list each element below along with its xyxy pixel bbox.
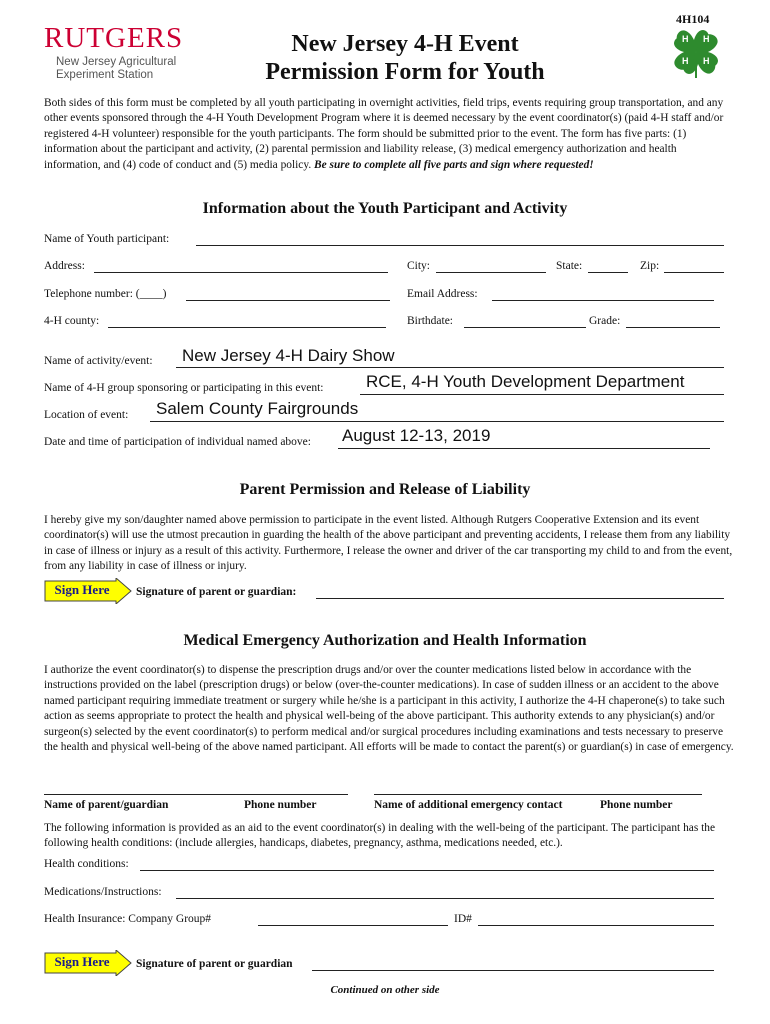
parent-name-phone-field[interactable]	[44, 794, 348, 795]
city-label: City:	[407, 260, 431, 272]
medications-label: Medications/Instructions:	[44, 886, 162, 898]
logo-subtitle-line1: New Jersey Agricultural	[56, 56, 177, 68]
location-field-line	[150, 421, 724, 422]
date-label: Date and time of participation of individual named above:	[44, 436, 311, 448]
section-heading-medical: Medical Emergency Authorization and Health Information	[183, 632, 587, 649]
telephone-field[interactable]	[186, 300, 390, 301]
birthdate-field[interactable]	[464, 327, 586, 328]
parent-signature-field-2[interactable]	[312, 970, 714, 971]
intro-text: Both sides of this form must be completed by all youth participating in overnight activities, field trips, events requiring group transportation, and any other events sponsored through the 4-H Youth Development Program where it is deemed necessary by the event coordinator(s) (paid 4-H staff and/or registered 4-H volunteer) responsible for the youth participants. The form should be submitted prior to the event. The form has five parts: (1) information about the participant and activity, (2) parental permission and liability release, (3) medical emergency authorization and health information, and (4) code of conduct and (5) media policy.	[44, 97, 724, 171]
form-title-line1: New Jersey 4-H Event	[291, 31, 519, 57]
grade-label: Grade:	[589, 315, 621, 327]
date-field-line	[338, 448, 710, 449]
sign-here-label-1: Sign Here	[54, 582, 110, 597]
activity-label: Name of activity/event:	[44, 355, 153, 367]
activity-field[interactable]: New Jersey 4-H Dairy Show	[182, 346, 395, 365]
intro-emphasis: Be sure to complete all five parts and sign where requested!	[314, 158, 594, 171]
rutgers-logo: RUTGERS	[44, 22, 184, 54]
sign-here-label-2: Sign Here	[54, 954, 110, 969]
four-leaf-clover-icon	[668, 26, 724, 85]
form-title-line2: Permission Form for Youth	[265, 59, 545, 85]
state-field[interactable]	[588, 272, 628, 273]
health-conditions-field[interactable]	[140, 870, 714, 871]
insurance-id-field[interactable]	[478, 925, 714, 926]
emergency-contact-field[interactable]	[374, 794, 702, 795]
parent-phone-label: Phone number	[244, 799, 317, 811]
insurance-label: Health Insurance: Company Group#	[44, 913, 212, 925]
svg-text:H: H	[682, 56, 689, 66]
sign-here-button-1[interactable]	[44, 578, 132, 604]
email-field[interactable]	[492, 300, 714, 301]
grade-field[interactable]	[626, 327, 720, 328]
svg-text:H: H	[682, 34, 689, 44]
date-field[interactable]: August 12-13, 2019	[342, 426, 491, 445]
location-label: Location of event:	[44, 409, 129, 421]
group-field-line	[360, 394, 724, 395]
youth-name-label: Name of Youth participant:	[44, 233, 170, 245]
section-heading-permission: Parent Permission and Release of Liability	[239, 481, 531, 498]
zip-label: Zip:	[640, 260, 660, 272]
location-field[interactable]: Salem County Fairgrounds	[156, 399, 359, 418]
svg-text:H: H	[703, 56, 710, 66]
insurance-id-label: ID#	[454, 913, 472, 925]
sign-here-button-2[interactable]	[44, 950, 132, 976]
emergency-contact-label: Name of additional emergency contact	[374, 799, 563, 811]
intro-paragraph	[44, 96, 734, 173]
parent-signature-label-1: Signature of parent or guardian:	[136, 586, 297, 598]
telephone-label: Telephone number: (____)	[44, 288, 167, 300]
form-number: 4H104	[676, 12, 710, 26]
group-field[interactable]: RCE, 4-H Youth Development Department	[366, 372, 685, 391]
form-title	[240, 30, 570, 86]
activity-field-line	[176, 367, 724, 368]
address-field[interactable]	[94, 272, 388, 273]
svg-text:H: H	[703, 34, 710, 44]
logo-subtitle	[56, 56, 176, 82]
state-label: State:	[556, 260, 583, 272]
insurance-group-field[interactable]	[258, 925, 448, 926]
parent-name-label: Name of parent/guardian	[44, 799, 169, 811]
parent-signature-field-1[interactable]	[316, 598, 724, 599]
continued-note: Continued on other side	[330, 984, 440, 996]
emergency-phone-label: Phone number	[600, 799, 673, 811]
medications-field[interactable]	[176, 898, 714, 899]
parent-signature-label-2: Signature of parent or guardian	[136, 958, 293, 970]
section-heading-participant-info: Information about the Youth Participant and Activity	[202, 200, 568, 217]
city-field[interactable]	[436, 272, 546, 273]
health-info-paragraph: The following information is provided as an aid to the event coordinator(s) in dealing with the well-being of the participant. The participant has the following health conditions: (include allergies, handicaps, diabetes, pregnancy, asthma, medications needed, etc.).	[44, 822, 716, 850]
medical-paragraph: I authorize the event coordinator(s) to dispense the prescription drugs and/or over the counter medications listed below in accordance with the instructions provided on the label (prescription drugs) or below (over-the-counter medications). In case of sudden illness or an accident to the above named participant requiring immediate treatment or surgery while he/she is a participant in this activity, I authorize the 4-H chaperone(s) to take such action as seems appropriate to protect the health and physical well-being of the above participant. This authority extends to any physician(s) and/or surgeon(s) selected by the event coordinator(s) to perform medical and/or surgical procedures including examinations and tests necessary to preserve the health and physical well-being of the above named participant. All efforts will be made to contact the parent(s) or guardian(s) in case of emergency.	[44, 664, 734, 754]
logo-subtitle-line2: Experiment Station	[56, 69, 154, 81]
birthdate-label: Birthdate:	[407, 315, 453, 327]
group-label: Name of 4-H group sponsoring or participating in this event:	[44, 382, 324, 394]
health-conditions-label: Health conditions:	[44, 858, 129, 870]
address-label: Address:	[44, 260, 85, 272]
county-label: 4-H county:	[44, 315, 100, 327]
youth-name-field[interactable]	[196, 245, 724, 246]
county-field[interactable]	[108, 327, 386, 328]
permission-paragraph: I hereby give my son/daughter named above permission to participate in the event listed. Although Rutgers Cooperative Extension and its event coordinator(s) will use the utmost precaution in guarding the health of the above participant and preventing accidents, I release them from any liability in case of illness or injury as a result of this activity. Furthermore, I release the owner and driver of the car transporting my child to and from the event, from any liability in case of illness or injury.	[44, 514, 733, 573]
email-label: Email Address:	[407, 288, 478, 300]
zip-field[interactable]	[664, 272, 724, 273]
